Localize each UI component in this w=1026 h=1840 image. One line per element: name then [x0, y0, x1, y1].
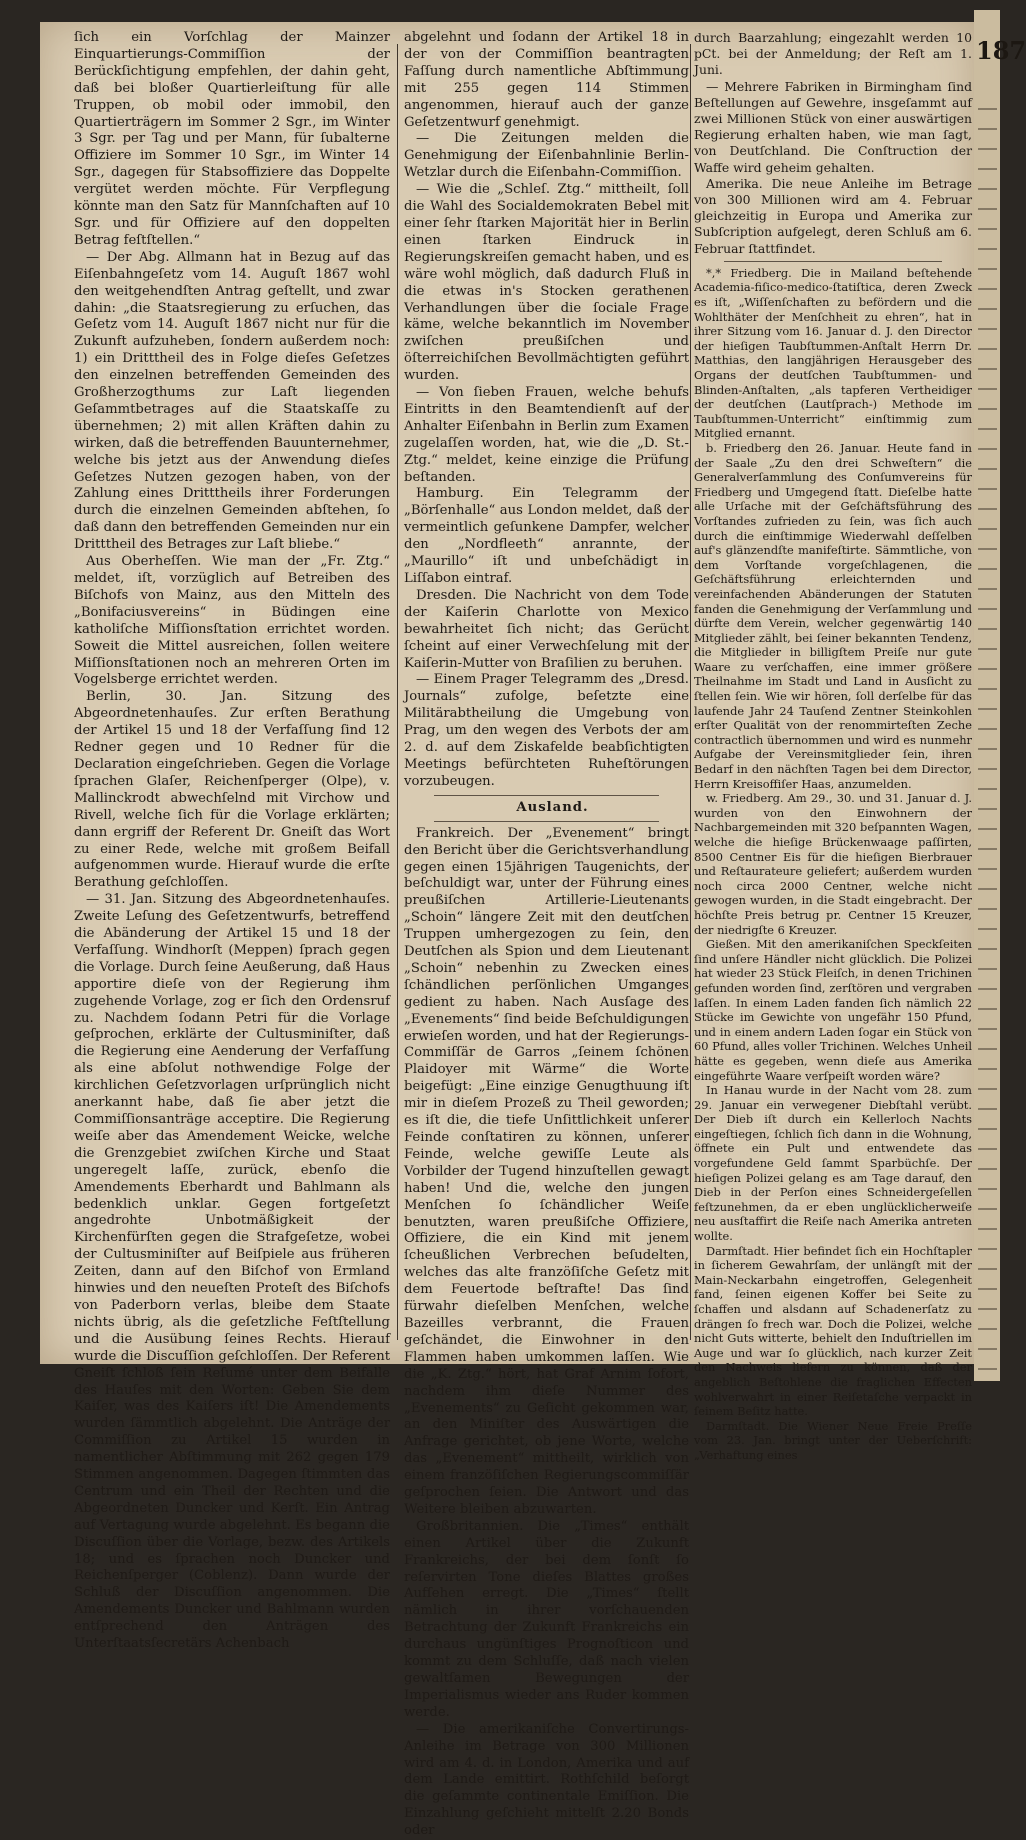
col3-local-news: w. Friedberg. Am 29., 30. und 31. Januar d. J. wurden von den Einwohnern der Nachbargemeinden mit 320 beſpannten Wagen, welche die hieſige Brückenwaage paſſirten, 8500 Centner Eis für die hieſigen Bierbrauer und Reſtaurateure geliefert; außerdem wurden noch circa 2000 Centner, welche nicht gewogen wurden, in die Stadt eingebracht. Der höchſte Preis betrug pr. Centner 15 Kreuzer, der niedrigſte 6 Kreuzer.: [694, 791, 972, 937]
column-rule-right: [690, 44, 691, 1340]
facing-page-text-fragments: [974, 90, 1000, 1370]
column-3: [694, 30, 972, 1462]
col1-paragraph: — Der Abg. Allmann hat in Bezug auf das Eiſenbahngeſetz vom 14. Auguſt 1867 wohl den weitgehendſten Antrag geſtellt, und zwar dahin: „die Staatsregierung zu erſuchen, das Geſetz vom 14. Auguſt 1867 nicht nur für die Zukunft aufzuheben, ſondern außerdem noch: 1) ein Dritttheil des in Folge dieſes Geſetzes den einzelnen betreffenden Gemeinden des Großherzogthums zur Laſt liegenden Geſammtbetrages auf die Staatskaſſe zu übernehmen; 2) mit allen Kräften dahin zu wirken, daß die betreffenden Bauunternehmer, welche bis jetzt aus der Anwendung dieſes Geſetzes Nutzen gezogen haben, von der Zahlung eines Dritttheils ihrer Forderungen durch die einzelnen Gemeinden abſtehen, ſo daß dann den betreffenden Gemeinden nur ein Dritttheil des Betrages zur Laſt bliebe.“: [74, 249, 390, 553]
col1-paragraph: ſich ein Vorſchlag der Mainzer Einquartierungs-Commiſſion der Berückſichtigung empfehlen, der dahin geht, daß bei bloßer Quartierleiſtung für alle Truppen, ob mobil oder immobil, den Quartierträgern im Sommer 2 Sgr., im Winter 3 Sgr. per Tag und per Mann, für ſubalterne Offiziere im Sommer 10 Sgr., im Winter 14 Sgr., dagegen für Stabsoffiziere das Doppelte vergütet werden möchte. Für Verpflegung könnte man den Satz für Mannſchaften auf 10 Sgr. und für Offiziere auf den doppelten Betrag feſtſtellen.“: [74, 30, 390, 248]
col3-local-news: In Hanau wurde in der Nacht vom 28. zum 29. Januar ein verwegener Diebſtahl verübt. Der Dieb iſt durch ein Kellerloch Nachts eingeſtiegen, ſchlich ſich dann in die Wohnung, öffnete ein Pult und entwendete das vorgefundene Geld ſammt Sparbüchſe. Der hieſigen Polizei gelang es am Tage darauf, den Dieb in der Perſon eines Schneidergeſellen feſtzunehmen, da er eben unglücklicherweiſe neu ausſtaffirt die Reiſe nach Amerika antreten wollte.: [694, 1083, 972, 1244]
col2-paragraph: Großbritannien. Die „Times“ enthält einen Artikel über die Zukunft Frankreichs, der bei dem ſonſt ſo reſervirten Tone dieſes Blattes großes Aufſehen erregt. Die „Times“ ſtellt nämlich in ihrer vorſchauenden Betrachtung der Zukunft Frankreichs ein durchaus ungünſtiges Prognoſticon und kommt zu dem Schluſſe, daß nach vielen gewaltſamen Bewegungen der Imperialismus wieder ans Ruder kommen werde.: [404, 1518, 689, 1720]
col3-local-news: Darmſtadt. Die Wiener Neue Freie Preſſe vom 23. Jan. bringt unter der Ueberſchrift: „Verhaftung eines: [694, 1418, 972, 1462]
col2-paragraph: — Die amerikaniſche Convertirungs-Anleihe im Betrage von 300 Millionen wird am 4. d. in London, Amerika und auf dem Lande emittirt. Rothſchild beſorgt die geſammte continentale Emiſſion. Die Einzahlung geſchieht mittelſt 2.20 Bonds oder: [404, 1721, 689, 1839]
col2-paragraph: Dresden. Die Nachricht von dem Tode der Kaiſerin Charlotte von Mexico bewahrheitet ſich nicht; das Gerücht ſcheint auf einer Verwechſelung mit der Kaiſerin-Mutter von Braſilien zu beruhen.: [404, 587, 689, 671]
col2-paragraph: — Wie die „Schleſ. Ztg.“ mittheilt, ſoll die Wahl des Socialdemokraten Bebel mit einer ſehr ſtarken Majorität hier in Berlin einen ſtarken Eindruck in Regierungskreiſen gemacht haben, und es wäre wohl möglich, daß dadurch Fluß in die etwas in's Stocken gerathenen Verhandlungen über die ſociale Frage käme, welche bekanntlich im November zwiſchen preußiſchen und öſterreichiſchen Bevollmächtigten geführt wurden.: [404, 182, 689, 384]
col3-paragraph: Amerika. Die neue Anleihe im Betrage von 300 Millionen wird am 4. Februar gleichzeitig in Europa und Amerika zur Subſcription aufgelegt, deren Schluß am 6. Februar ſtattfindet.: [694, 175, 972, 256]
col1-paragraph: Berlin, 30. Jan. Sitzung des Abgeordnetenhauſes. Zur erſten Berathung der Artikel 15 und 18 der Verfaſſung ſind 12 Redner gegen und 10 Redner für die Declaration eingeſchrieben. Gegen die Vorlage ſprachen Glaſer, Reichenſperger (Olpe), v. Mallinckrodt abwechſelnd mit Virchow und Rivell, welche ſich für die Vorlage erklärten; dann ergriff der Referent Dr. Gneiſt das Wort zu einer Rede, welche mit großem Beifall aufgenommen wurde. Hierauf wurde die erſte Berathung geſchloſſen.: [74, 689, 390, 891]
col2-paragraph: Hamburg. Ein Telegramm der „Börſenhalle“ aus London meldet, daß der vermeintlich geſunkene Dampfer, welcher den „Nordfleeth“ anrannte, der „Maurillo“ iſt und unbeſchädigt in Liſſabon eintraf.: [404, 486, 689, 586]
facing-page-edge: [974, 10, 1026, 1381]
col2-paragraph: — Die Zeitungen melden die Genehmigung der Eiſenbahnlinie Berlin-Wetzlar durch die Eiſenbahn-Commiſſion.: [404, 131, 689, 181]
col3-paragraph: durch Baarzahlung; eingezahlt werden 10 pCt. bei der Anmeldung; der Reſt am 1. Juni.: [694, 30, 972, 78]
section-divider: [434, 795, 659, 796]
page-number: 187: [976, 36, 1026, 65]
col3-local-news: Darmſtadt. Hier befindet ſich ein Hochſtapler in ſicherem Gewahrſam, der unlängſt mit der Main-Neckarbahn eingetroffen, Gelegenheit fand, ſeinen eigenen Koffer bei Seite zu ſchaffen und alsdann auf Schadenerſatz zu drängen ſo frech war. Doch die Polizei, welche nicht Guts witterte, behielt den Induſtriellen im Auge und war ſo glücklich, nach kurzer Zeit den Nachweis liefern zu können, daß der angeblich Beſtohlene die fraglichen Effecten wohlverwahrt in einer Reiſetaſche verpackt in ſeinem Beſitz hatte.: [694, 1243, 972, 1419]
col3-local-news: b. Friedberg den 26. Januar. Heute fand in der Saale „Zu den drei Schweſtern“ die Generalverſammlung des Conſumvereins für Friedberg und Umgegend ſtatt. Dieſelbe hatte alle Urſache mit der Geſchäftsführung des Vorſtandes zufrieden zu ſein, was ſich auch durch die einſtimmige Wiederwahl deſſelben auf's glänzendſte manifeſtirte. Sämmtliche, von dem Vorſtande vorgeſchlagenen, die Geſchäftsführung erleichternden und vereinfachenden Abänderungen der Statuten fanden die Genehmigung der Verſammlung und dürfte dem Verein, welcher gegenwärtig 140 Mitglieder zählt, bei ſeiner bekannten Tendenz, die Mitglieder in billigſtem Preiſe nur gute Waare zu verſchaffen, eine immer größere Theilnahme im Stadt und Land in Ausſicht zu ſtellen ſein. Wie wir hören, ſoll derſelbe für das laufende Jahr 24 Tauſend Zentner Steinkohlen erſter Qualität von der renommirteſten Zeche contractlich übernommen und wird es nunmehr Aufgabe der Vereinsmitglieder ſein, ihren Bedarf in den nächſten Tagen bei dem Director, Herrn Kreisoffiſer Haas, anzumelden.: [694, 440, 972, 791]
col2-paragraph: — Von ſieben Frauen, welche behufs Eintritts in den Beamtendienſt auf der Anhalter Eiſenbahn in Berlin zum Examen zugelaſſen worden, hat, wie die „D. St.-Ztg.“ meldet, keine einzige die Prüfung beſtanden.: [404, 385, 689, 485]
col3-local-news: *,* Friedberg. Die in Mailand beſtehende Academia-fiſico-medico-ſtatiſtica, deren Zweck es iſt, „Wiſſenſchaften zu befördern und die Wohlthäter der Menſchheit zu ehren“, hat in ihrer Sitzung vom 16. Januar d. J. den Director der hieſigen Taubſtummen-Anſtalt Herrn Dr. Matthias, den langjährigen Herausgeber des Organs der deutſchen Taubſtummen- und Blinden-Anſtalten, „als tapferen Vertheidiger der deutſchen (Lautſprach-) Methode im Taubſtummen-Unterricht“ einſtimmig zum Mitglied ernannt.: [694, 265, 972, 441]
col1-paragraph: — 31. Jan. Sitzung des Abgeordnetenhauſes. Zweite Leſung des Geſetzentwurfs, betreffend die Abänderung der Artikel 15 und 18 der Verfaſſung. Windhorſt (Meppen) ſprach gegen die Vorlage. Durch ſeine Aeußerung, daß Haus apportire dieſe von der Regierung ihm zugehende Vorlage, zog er ſich den Ordensruf zu. Nachdem ſodann Petri für die Vorlage geſprochen, erklärte der Cultusminiſter, daß die Regierung eine Aenderung der Verfaſſung als eine abſolut nothwendige Folge der kirchlichen Geſetzvorlagen urſprünglich nicht anerkannt habe, daß ſie aber jetzt die Commiſſionsanträge acceptire. Die Regierung weiſe aber das Amendement Weicke, welche die Grenzgebiet zwiſchen Kirche und Staat ungeregelt laſſe, zurück, ebenſo die Amendements Eberhardt und Bahlmann als bedenklich unklar. Gegen fortgeſetzt angedrohte Unbotmäßigkeit der Kirchenfürſten gegen die Strafgeſetze, wobei der Cultusminiſter auf Beiſpiele aus früheren Zeiten, dann auf den Biſchof von Ermland hinwies und den neueſten Proteſt des Biſchofs von Paderborn verlas, bleibe dem Staate nichts übrig, als die geſetzliche Feſtſtellung und die Ausübung ſeines Rechts. Hierauf wurde die Discuſſion geſchloſſen. Der Referent Gneiſt ſchloß ſein Reſumé unter dem Beifalle des Hauſes mit den Worten: Geben Sie dem Kaiſer, was des Kaiſers iſt! Die Amendements wurden ſämmtlich abgelehnt. Die Anträge der Commiſſion zu Artikel 15 wurden in namentlicher Abſtimmung mit 262 gegen 179 Stimmen angenommen. Dagegen ſtimmten das Centrum und ein Theil der Rechten und die Abgeordneten Duncker und Kerſt. Ein Antrag auf Vertagung wurde abgelehnt. Es begann die Discuſſion über die Vorlage, bezw. des Artikels 18; und es ſprachen noch Duncker und Reichenſperger (Coblenz). Dann wurde der Schluß der Discuſſion angenommen. Die Amendements Duncker und Bahlmann wurden entſprechend den Anträgen des Unterſtaatsſecretärs Achenbach: [74, 892, 390, 1652]
col2-paragraph: Frankreich. Der „Evenement“ bringt den Bericht über die Gerichtsverhandlung gegen einen 15jährigen Taugenichts, der beſchuldigt war, unter der Führung eines preußiſchen Artillerie-Lieutenants „Schoin“ längere Zeit mit den deutſchen Truppen umhergezogen zu ſein, den Deutſchen als Spion und dem Lieutenant „Schoin“ nebenhin zu Zwecken eines ſchändlichen perſönlichen Umganges gedient zu haben. Nach Ausſage des „Evenements“ ſind beide Beſchuldigungen erwieſen worden, und hat der Regierungs-Commiſſär de Garros „ſeinem ſchönen Plaidoyer mit Wärme“ die Worte beigefügt: „Eine einzige Genugthuung iſt mir in dieſem Prozeß zu Theil geworden; es iſt die, die tiefe Unſittlichkeit unſerer Feinde conſtatiren zu können, unſerer Feinde, welche gewiſſe Leute als Vorbilder der Tugend hinzuſtellen gewagt haben! Und die, welche den jungen Menſchen ſo ſchändlicher Weiſe benutzten, waren preußiſche Offiziere, Offiziere, die ein Kind mit jenem ſcheußlichen Verbrechen beſudelten, welches das alte franzöſiſche Geſetz mit dem Feuertode beſtrafte! Das ſind fürwahr dieſelben Menſchen, welche Bazeilles verbrannt, die Frauen geſchändet, die Einwohner in den Flammen haben umkommen laſſen. Wie die „K. Ztg.“ hört, hat Graf Arnim ſofort, nachdem ihm dieſe Nummer des „Evenements“ zu Geſicht gekommen war, an den Miniſter des Auswärtigen die Anfrage gerichtet, ob jene Worte, welche das „Evenement“ mittheilt, wirklich von einem franzöſiſchen Regierungscommiſſär geſprochen ſeien. Die Antwort und das Weitere bleiben abzuwarten.: [404, 825, 689, 1517]
column-2: [404, 30, 689, 1839]
col2-paragraph: — Einem Prager Telegramm des „Dresd. Journals“ zufolge, beſetzte eine Militärabtheilung die Umgebung von Prag, um den wegen des Verbots der am 2. d. auf dem Ziskafelde beabſichtigten Meetings befürchteten Ruheſtörungen vorzubeugen.: [404, 672, 689, 789]
column-rule-left: [397, 44, 398, 1340]
section-divider: [724, 261, 942, 262]
column-1: [74, 30, 390, 1652]
section-heading-ausland: Ausland.: [516, 799, 589, 815]
section-divider: [434, 821, 659, 822]
col3-paragraph: — Mehrere Fabriken in Birmingham ſind Beſtellungen auf Gewehre, insgeſammt auf zwei Millionen Stück von einer auswärtigen Regierung erhalten haben, wie man ſagt, von Deutſchland. Die Conſtruction der Waffe wird geheim gehalten.: [694, 78, 972, 175]
col1-paragraph: Aus Oberheſſen. Wie man der „Fr. Ztg.“ meldet, iſt, vorzüglich auf Betreiben des Biſchofs von Mainz, aus den Mitteln des „Bonifaciusvereins“ in Büdingen eine katholiſche Miſſionsſtation errichtet worden. Soweit die Mittel ausreichen, ſollen weitere Miſſionsſtationen noch an mehreren Orten im Vogelsberge errichtet werden.: [74, 554, 390, 688]
col2-paragraph: abgelehnt und ſodann der Artikel 18 in der von der Commiſſion beantragten Faſſung durch namentliche Abſtimmung mit 255 gegen 114 Stimmen angenommen, hierauf auch der ganze Geſetzentwurf genehmigt.: [404, 30, 689, 130]
col3-local-news: Gießen. Mit den amerikaniſchen Speckſeiten ſind unſere Händler nicht glücklich. Die Polizei hat wieder 23 Stück Fleiſch, in denen Trichinen gefunden worden ſind, zerſtören und vergraben laſſen. In einem Laden fanden ſich nämlich 22 Stücke im Gewichte von ungefähr 150 Pfund, und in einem andern Laden ſogar ein Stück von 60 Pfund, alles voller Trichinen. Welches Unheil hätte es gegeben, wenn dieſe aus Amerika eingeführte Waare verſpeiſt worden wäre?: [694, 937, 972, 1083]
